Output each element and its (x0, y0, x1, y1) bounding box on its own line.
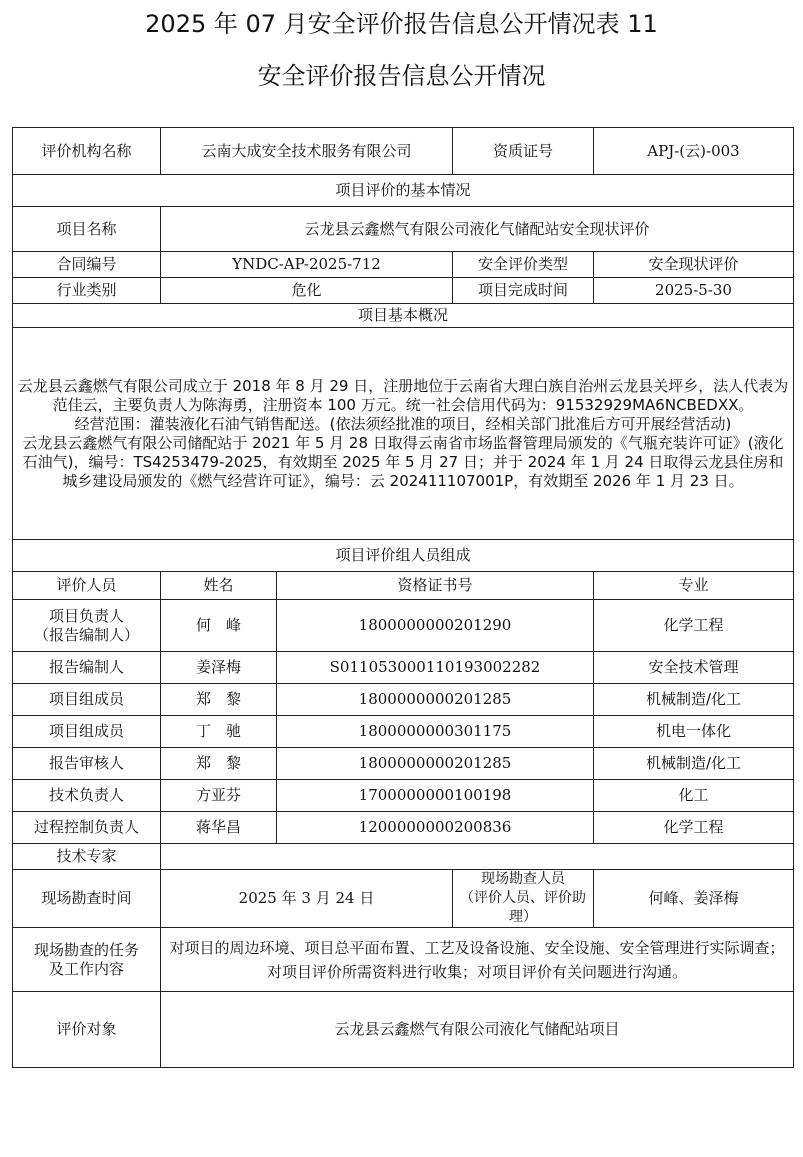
site-time-row (13, 870, 794, 928)
member-major: 化学工程 (594, 812, 794, 844)
overview-header-row (13, 304, 794, 328)
project-name-value: 云龙县云鑫燃气有限公司液化气储配站安全现状评价 (161, 207, 794, 252)
site-staff-label: 现场勘查人员 （评价人员、评价助理） (453, 870, 594, 928)
site-time-label: 现场勘查时间 (13, 870, 161, 928)
team-header: 项目评价组人员组成 (13, 540, 794, 572)
member-role: 项目组成员 (13, 684, 161, 716)
site-staff-value: 何峰、姜泽梅 (594, 870, 794, 928)
member-name: 方亚芬 (161, 780, 277, 812)
table-row (13, 600, 794, 652)
member-cert: 1800000000201285 (277, 684, 594, 716)
eval-type-label: 安全评价类型 (453, 252, 594, 278)
industry-value: 危化 (161, 278, 453, 304)
table-row (13, 780, 794, 812)
eval-type-value: 安全现状评价 (594, 252, 794, 278)
member-major: 化工 (594, 780, 794, 812)
finish-value: 2025-5-30 (594, 278, 794, 304)
site-task-value: 对项目的周边环境、项目总平面布置、工艺及设备设施、安全设施、安全管理进行实际调查；对项目评价所需资料进行收集；对项目评价有关问题进行沟通。 (161, 928, 794, 992)
team-header-row (13, 540, 794, 572)
member-cert: 1800000000201290 (277, 600, 594, 652)
member-cert: 1200000000200836 (277, 812, 594, 844)
column-header-cert: 资格证书号 (277, 572, 594, 600)
overview-paragraph-1: 云龙县云鑫燃气有限公司成立于 2018 年 8 月 29 日，注册地位于云南省大理白族自治州云龙县关坪乡，法人代表为范佳云，主要负责人为陈海勇，注册资本 100 万元。统一社会信用代码为：91532929MA6NCBEDXX。 (17, 376, 789, 414)
overview-header: 项目基本概况 (13, 304, 794, 328)
overview-paragraph-3: 云龙县云鑫燃气有限公司储配站于 2021 年 5 月 28 日取得云南省市场监督管理局颁发的《气瓶充装许可证》(液化石油气)，编号：TS4253479-2025，有效期至 2025 年 5 月 27 日；并于 2024 年 1 月 24 日取得云龙县住房和城乡建设局颁发的《燃气经营许可证》，编号：云 202411107001P，有效期至 2026 年 1 月 23 日。 (22, 433, 784, 490)
site-task-row (13, 928, 794, 992)
contract-label: 合同编号 (13, 252, 161, 278)
member-major: 机械制造/化工 (594, 684, 794, 716)
overview-body (13, 328, 794, 540)
member-role: 项目负责人 （报告编制人） (13, 600, 161, 652)
member-cert: 1700000000100198 (277, 780, 594, 812)
industry-label: 行业类别 (13, 278, 161, 304)
contract-value: YNDC-AP-2025-712 (161, 252, 453, 278)
member-name: 郑 黎 (161, 748, 277, 780)
cert-value: APJ-(云)-003 (594, 128, 794, 175)
member-name: 丁 驰 (161, 716, 277, 748)
expert-value (161, 844, 794, 870)
overview-row (13, 328, 794, 540)
member-name: 何 峰 (161, 600, 277, 652)
institution-value: 云南大成安全技术服务有限公司 (161, 128, 453, 175)
overview-paragraph-2: 经营范围：灌装液化石油气销售配送。(依法须经批准的项目，经相关部门批准后方可开展经营活动) (74, 414, 732, 433)
finish-label: 项目完成时间 (453, 278, 594, 304)
expert-row (13, 844, 794, 870)
column-header-role: 评价人员 (13, 572, 161, 600)
member-cert: 1800000000201285 (277, 748, 594, 780)
member-name: 姜泽梅 (161, 652, 277, 684)
eval-object-row (13, 992, 794, 1068)
cert-label: 资质证号 (453, 128, 594, 175)
institution-row (13, 128, 794, 175)
team-columns-row (13, 572, 794, 600)
member-major: 安全技术管理 (594, 652, 794, 684)
column-header-major: 专业 (594, 572, 794, 600)
member-name: 蒋华昌 (161, 812, 277, 844)
table-row (13, 748, 794, 780)
table-row (13, 812, 794, 844)
member-role: 技术负责人 (13, 780, 161, 812)
member-cert: S011053000110193002282 (277, 652, 594, 684)
project-name-row (13, 207, 794, 252)
member-role: 过程控制负责人 (13, 812, 161, 844)
member-role: 项目组成员 (13, 716, 161, 748)
member-role: 报告编制人 (13, 652, 161, 684)
industry-row (13, 278, 794, 304)
table-row (13, 684, 794, 716)
basic-section-header: 项目评价的基本情况 (13, 175, 794, 207)
eval-object-label: 评价对象 (13, 992, 161, 1068)
table-row (13, 652, 794, 684)
institution-label: 评价机构名称 (13, 128, 161, 175)
column-header-name: 姓名 (161, 572, 277, 600)
page-title: 2025 年 07 月安全评价报告信息公开情况表 11 (145, 10, 658, 38)
member-role: 报告审核人 (13, 748, 161, 780)
project-name-label: 项目名称 (13, 207, 161, 252)
eval-object-value: 云龙县云鑫燃气有限公司液化气储配站项目 (161, 992, 794, 1068)
member-name: 郑 黎 (161, 684, 277, 716)
expert-label: 技术专家 (13, 844, 161, 870)
member-major: 化学工程 (594, 600, 794, 652)
site-time-value: 2025 年 3 月 24 日 (161, 870, 453, 928)
member-cert: 1800000000301175 (277, 716, 594, 748)
member-major: 机电一体化 (594, 716, 794, 748)
info-table (12, 127, 794, 1068)
table-row (13, 716, 794, 748)
page-subtitle: 安全评价报告信息公开情况 (257, 62, 546, 90)
contract-row (13, 252, 794, 278)
member-major: 机械制造/化工 (594, 748, 794, 780)
site-task-label: 现场勘查的任务 及工作内容 (13, 928, 161, 992)
basic-section-row (13, 175, 794, 207)
